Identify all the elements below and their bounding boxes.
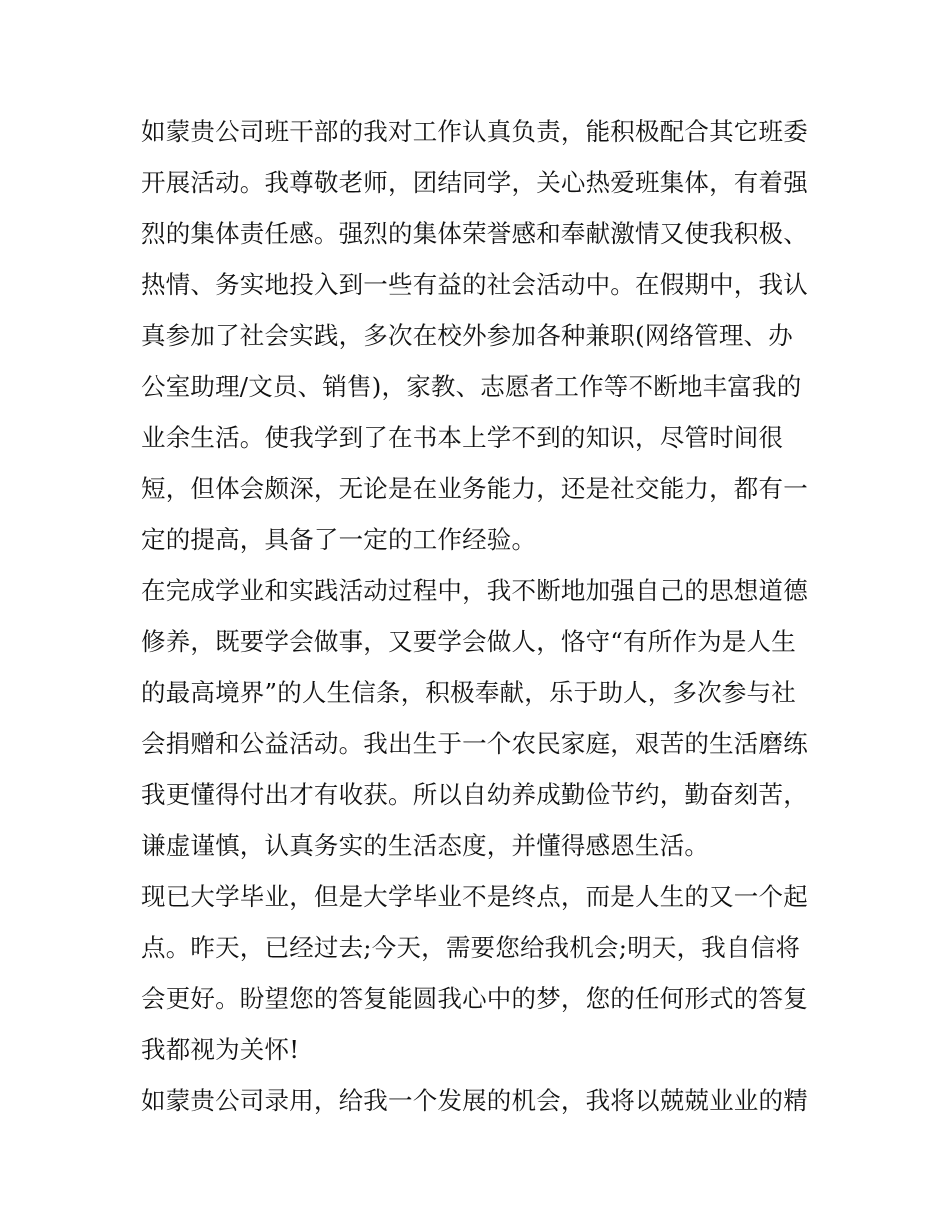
text-line: 现已大学毕业，但是大学毕业不是终点，而是人生的又一个起 [141,882,808,911]
text-line: 烈的集体责任感。强烈的集体荣誉感和奉献激情又使我积极、 [141,219,808,248]
text-line: 我更懂得付出才有收获。所以自幼养成勤俭节约，勤奋刻苦， [141,780,808,809]
text-line: 业余生活。使我学到了在书本上学不到的知识，尽管时间很 [141,423,784,452]
text-line: 修养，既要学会做事，又要学会做人，恪守“有所作为是人生 [141,627,796,656]
text-line: 的最高境界”的人生信条，积极奉献，乐于助人，多次参与社 [141,678,796,707]
text-line: 热情、务实地投入到一些有益的社会活动中。在假期中，我认 [141,270,808,299]
text-line: 真参加了社会实践，多次在校外参加各种兼职(网络管理、办 [141,321,793,350]
text-line: 如蒙贵公司班干部的我对工作认真负责，能积极配合其它班委 [141,117,808,146]
text-line: 我都视为关怀! [141,1035,300,1064]
text-line: 会捐赠和公益活动。我出生于一个农民家庭，艰苦的生活磨练 [141,729,808,758]
text-line: 在完成学业和实践活动过程中，我不断地加强自己的思想道德 [141,576,808,605]
text-line: 定的提高，具备了一定的工作经验。 [141,525,537,554]
body-text [141,106,821,1126]
text-line: 短，但体会颇深，无论是在业务能力，还是社交能力，都有一 [141,474,808,503]
text-line: 会更好。盼望您的答复能圆我心中的梦，您的任何形式的答复 [141,984,808,1013]
text-line: 如蒙贵公司录用，给我一个发展的机会，我将以兢兢业业的精 [141,1086,808,1115]
text-line: 开展活动。我尊敬老师，团结同学，关心热爱班集体，有着强 [141,168,808,197]
text-line: 点。昨天，已经过去;今天，需要您给我机会;明天，我自信将 [141,933,801,962]
text-line: 公室助理/文员、销售)，家教、志愿者工作等不断地丰富我的 [141,372,802,401]
text-line: 谦虚谨慎，认真务实的生活态度，并懂得感恩生活。 [141,831,710,860]
